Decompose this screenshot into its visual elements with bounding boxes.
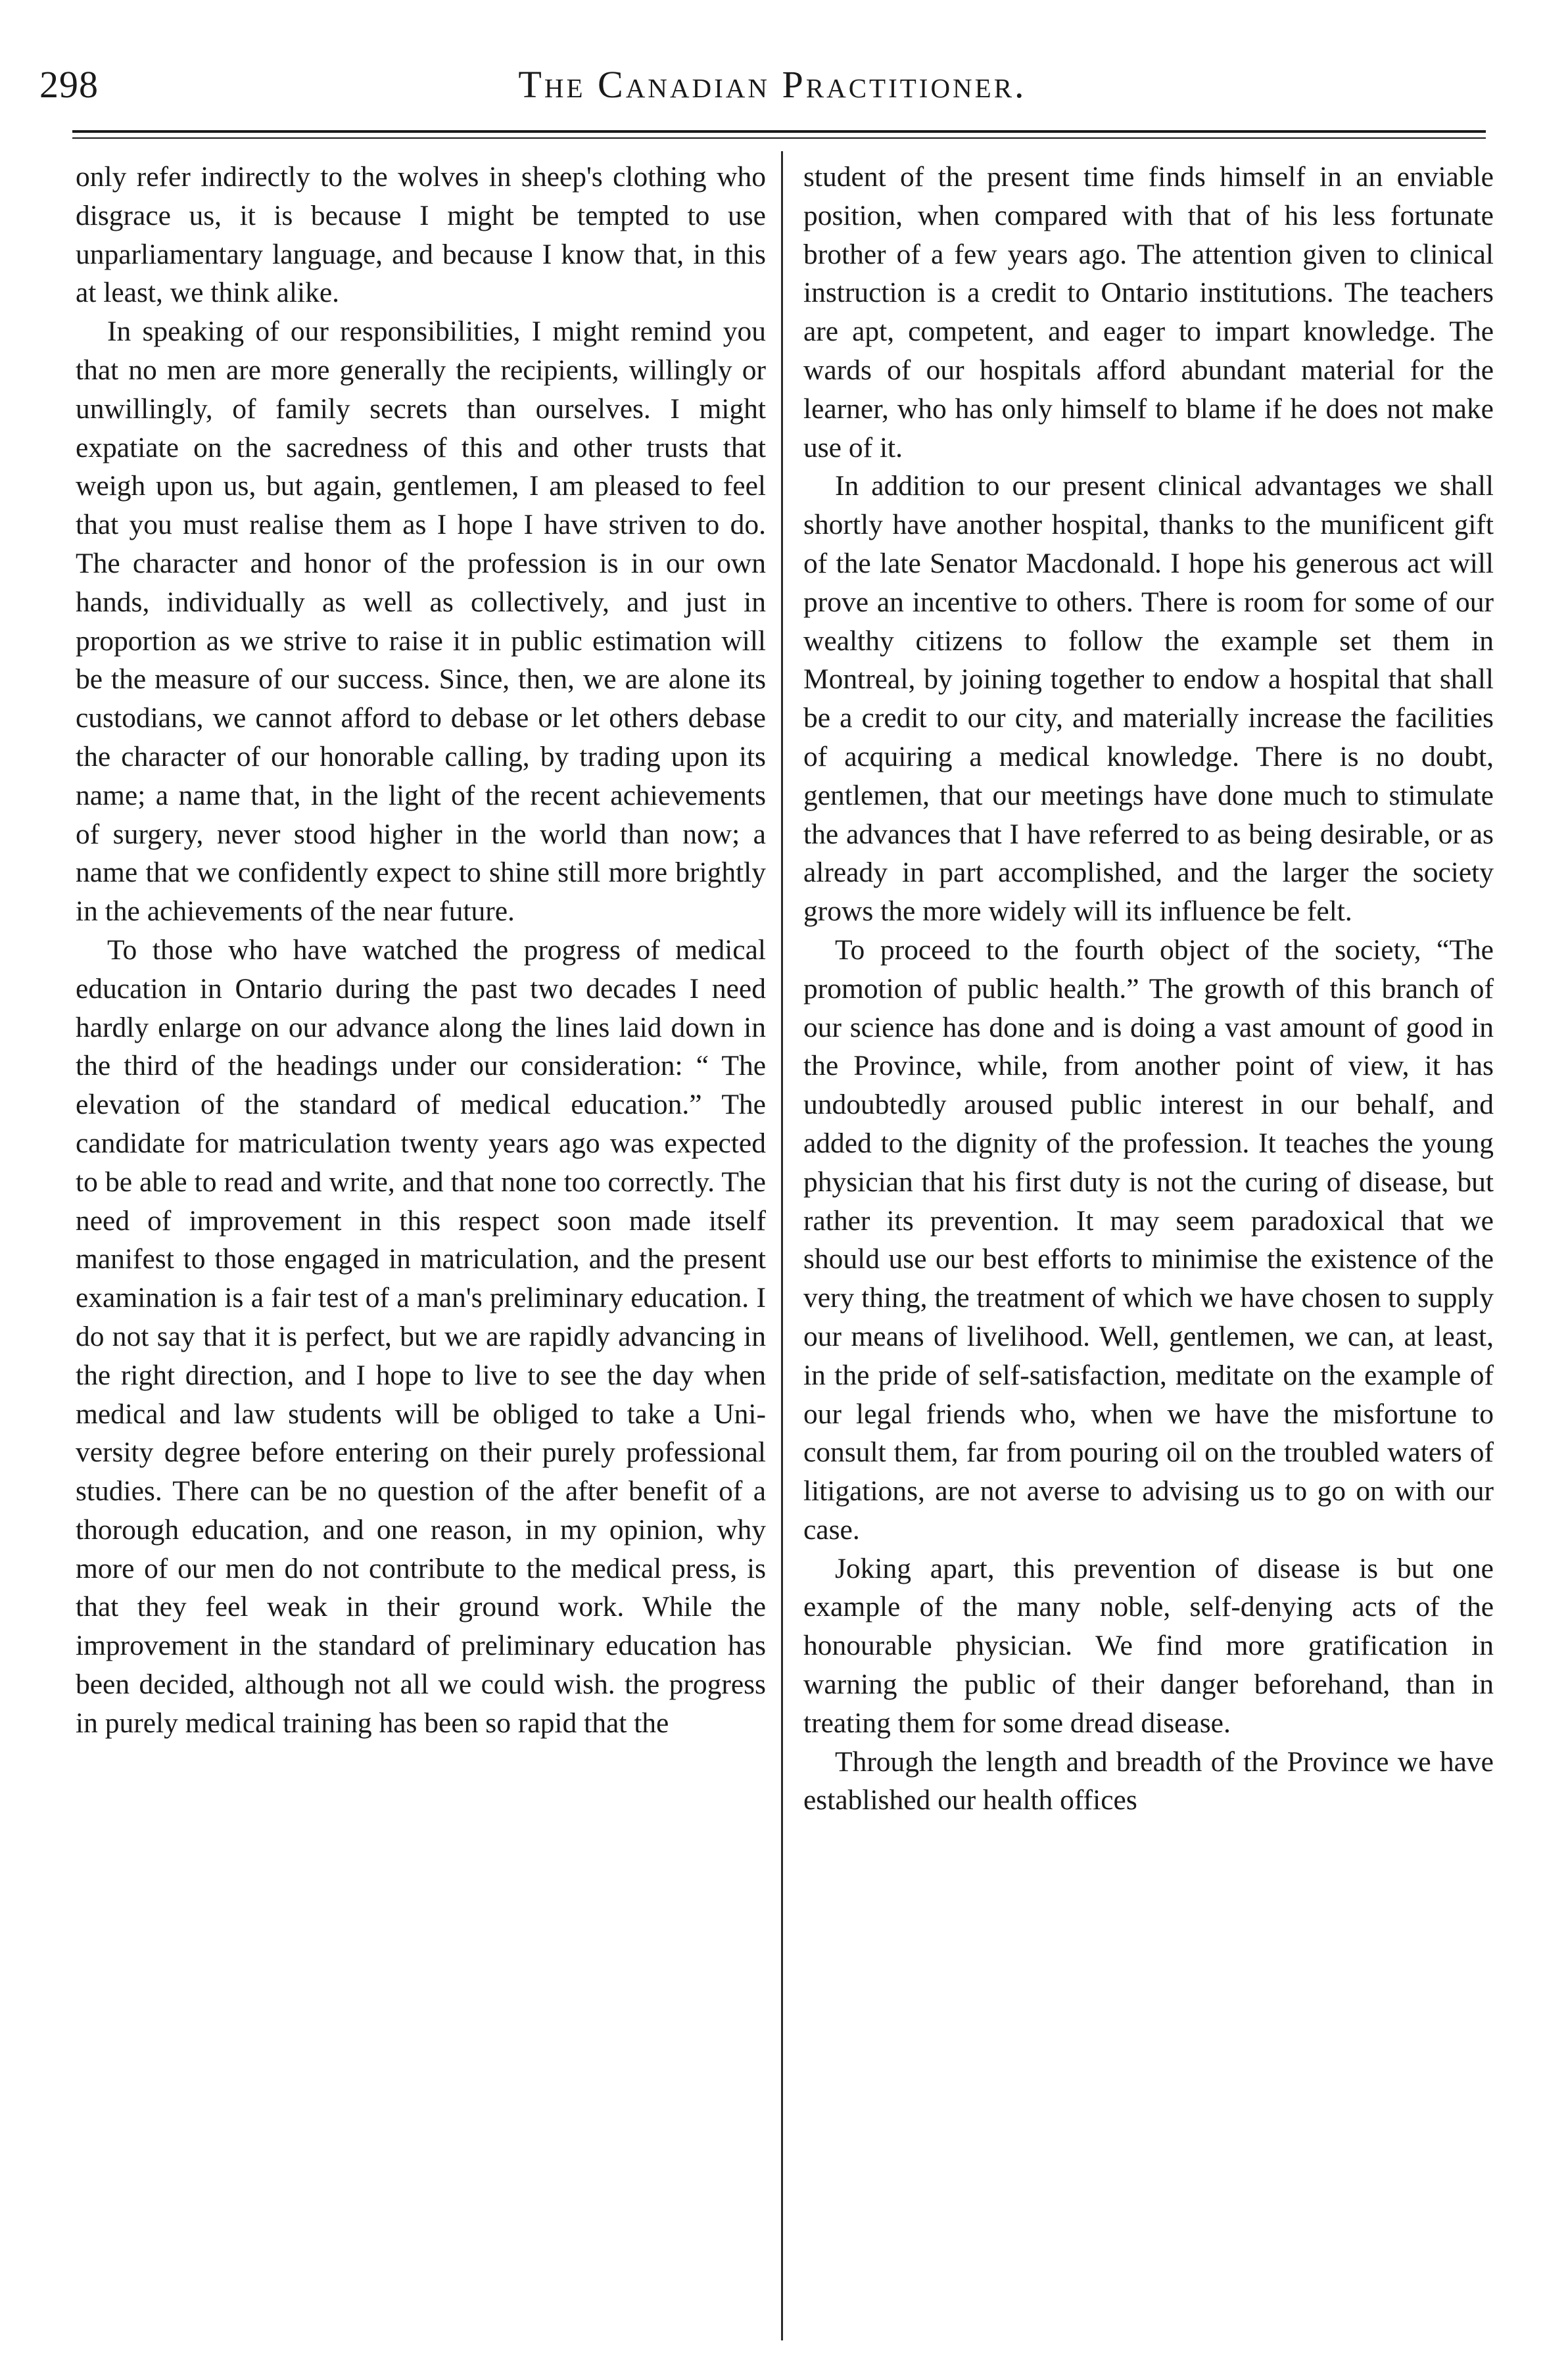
left-paragraph-1: only refer indirectly to the wolves in sheep's clothing who disgrace us, it is because I might be tempted to use unparliamentary language, and because I know that, in this at least, we think alike.: [76, 161, 766, 309]
page-number: 298: [39, 63, 99, 106]
right-paragraph-2: In addition to our present clinical advantages we shall shortly have another hospital, thanks to the munificent gift of the late Senator Macdonald. I hope his generous act will prove an incentive to others. There is room for some of our wealthy citizens to follow the example set them in Montreal, by joining together to endow a hospital that shall be a credit to our city, and materially increase the facilities of acquiring a medical knowledge. There is no doubt, gentlemen, that our meetings have done much to stimulate the advances that I have referred to as being desirable, or as already in part accomplished, and the larger the society grows the more widely will its influence be felt.: [803, 470, 1494, 928]
page-header: [39, 62, 1506, 115]
right-paragraph-4: Joking apart, this prevention of disease is but one example of the many noble, self-denying acts of the honourable physician. We find more gratification in warning the public of their danger beforehand, than in treating them for some dread disease.: [803, 1552, 1494, 1739]
left-paragraph-3: To those who have watched the progress of medical education in Ontario during the past two decades I need hardly enlarge on our advance along the lines laid down in the third of the headings under our consideration: “ The elevation of the standard of medical education.” The candidate for matriculation twenty years ago was expected to be able to read and write, and that none too correctly. The need of improvement in this respect soon made itself manifest to those engaged in matriculation, and the present examination is a fair test of a man's preliminary education. I do not say that it is perfect, but we are rapidly advancing in the right direction, and I hope to live to see the day when medical and law students will be obliged to take a University degree before entering on their purely professional studies. There can be no question of the after benefit of a thorough education, and one reason, in my opinion, why more of our men do not contribute to the medical press, is that they feel weak in their ground work. While the improvement in the standard of preliminary education has been decided, although not all we could wish. the progress in purely medical training has been so rapid that the: [76, 934, 766, 1739]
right-column: [803, 158, 1494, 2347]
header-rule-thin: [72, 137, 1486, 139]
left-column: [76, 158, 766, 2347]
header-rule-thick: [72, 130, 1486, 133]
right-paragraph-1: student of the present time finds himself in an enviable position, when compared with that of his less fortunate brother of a few years ago. The attention given to clinical instruction is a credit to Ontario institutions. The teachers are apt, competent, and eager to impart knowledge. The wards of our hospitals afford abundant material for the learner, who has only himself to blame if he does not make use of it.: [803, 161, 1494, 463]
journal-title: The Canadian Practitioner.: [518, 63, 1027, 106]
column-divider: [781, 151, 783, 2340]
right-paragraph-5: Through the length and breadth of the Province we have established our health offices: [803, 1745, 1494, 1816]
right-paragraph-3: To proceed to the fourth object of the society, “The promotion of public health.” The growth of this branch of our science has done and is doing a vast amount of good in the Province, while, from another point of view, it has undoubtedly aroused public interest in our behalf, and added to the dignity of the profession. It teaches the young physician that his first duty is not the curing of disease, but rather its prevention. It may seem paradoxical that we should use our best efforts to minimise the existence of the very thing, the treatment of which we have chosen to supply our means of livelihood. Well, gentlemen, we can, at least, in the pride of self-satisfaction, meditate on the example of our legal friends who, when we have the misfortune to consult them, far from pouring oil on the troubled waters of litigations, are not averse to advising us to go on with our case.: [803, 934, 1494, 1546]
left-paragraph-2: In speaking of our responsibilities, I might remind you that no men are more generally the recipients, willingly or unwillingly, of family secrets than ourselves. I might expatiate on the sacredness of this and other trusts that weigh upon us, but again, gentlemen, I am pleased to feel that you must realise them as I hope I have striven to do. The character and honor of the profession is in our own hands, individually as well as collectively, and just in proportion as we strive to raise it in public estimation will be the measure of our success. Since, then, we are alone its custodians, we cannot afford to debase or let others debase the character of our honorable calling, by trading upon its name; a name that, in the light of the recent achievements of surgery, never stood higher in the world than now; a name that we confidently expect to shine still more brightly in the achievements of the near future.: [76, 316, 766, 928]
